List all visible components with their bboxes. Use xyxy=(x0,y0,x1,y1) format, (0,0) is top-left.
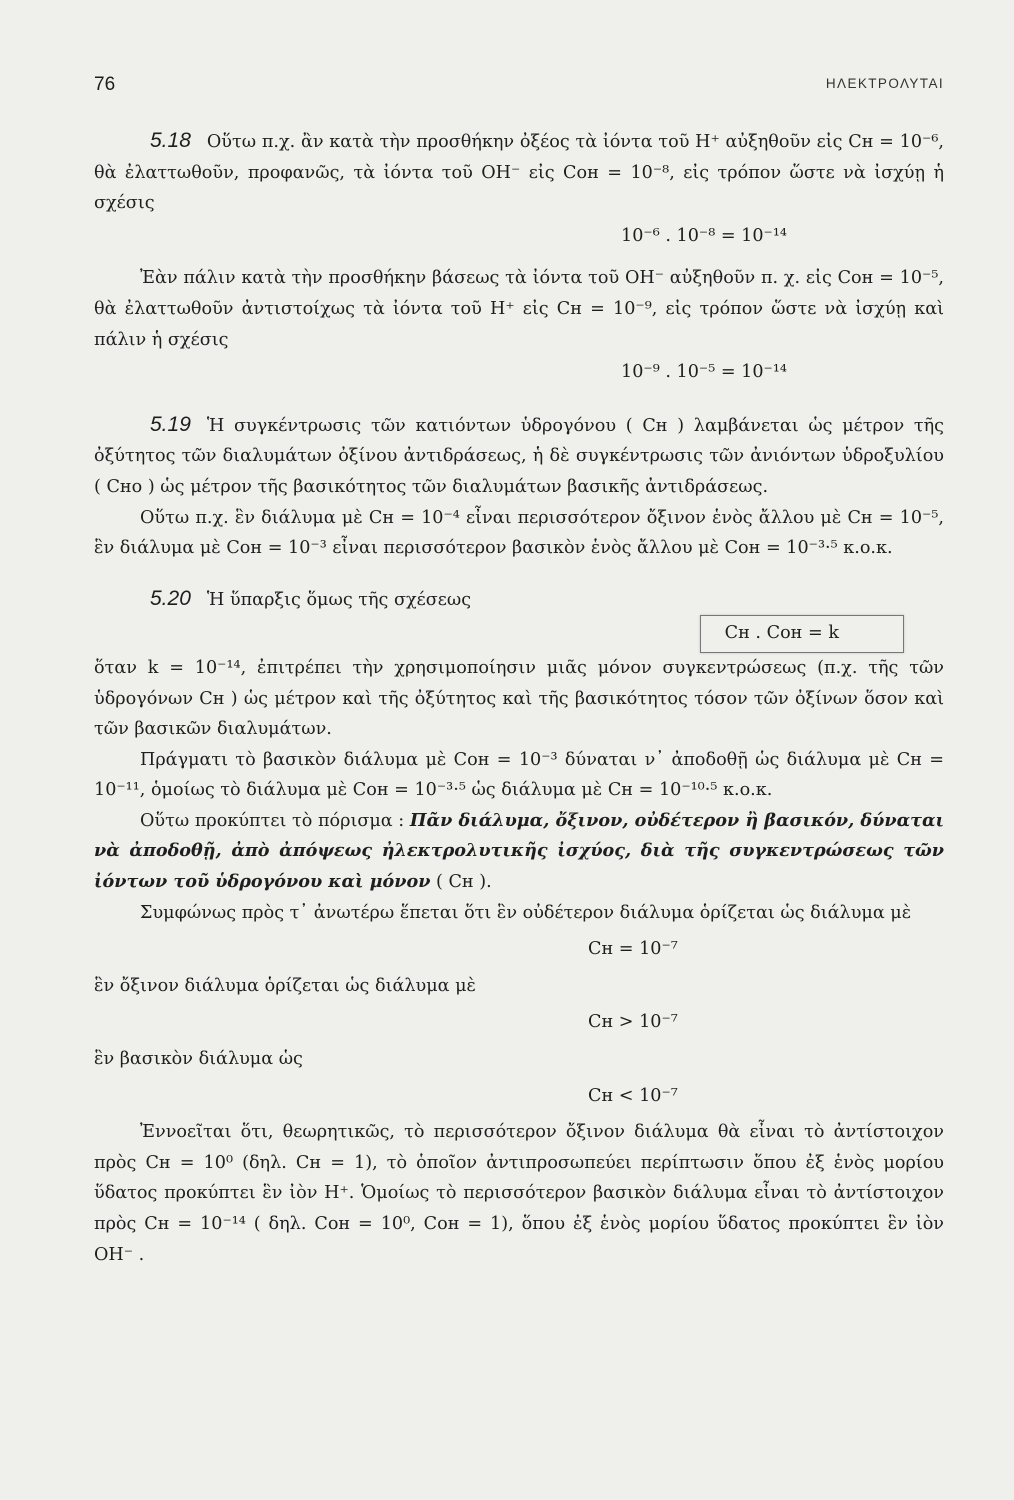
paragraph-5-20-text: Ἡ ὕπαρξις ὅμως τῆς σχέσεως xyxy=(206,589,472,610)
section-number-5-20: 5.20 xyxy=(150,586,191,610)
running-title: ΗΛΕΚΤΡΟΛΥΤΑΙ xyxy=(825,76,944,91)
equation-1: 10⁻⁶ . 10⁻⁸ = 10⁻¹⁴ xyxy=(621,225,787,246)
corollary-bold: Πᾶν διάλυμα, ὄξινον, οὐδέτερον ἢ βασικόν, δύναται νὰ ἀποδοθῇ, ἀπὸ ἀπόψεως ἠλεκτρολυτικῆς ἰσχύος, διὰ τῆς συγκεντρώσεως τῶν ἰόντων τοῦ ὑδρογόνου καὶ μόνον xyxy=(94,809,945,893)
equation-base: Cʜ < 10⁻⁷ xyxy=(588,1085,678,1106)
equation-neutral: Cʜ = 10⁻⁷ xyxy=(588,939,678,960)
paragraph-5-20 xyxy=(94,584,944,616)
paragraph-5-20-e: Συμφώνως πρὸς τ᾽ ἀνωτέρω ἕπεται ὅτι ἓν οὐδέτερον διάλυμα ὁρίζεται ὡς διάλυμα μὲ xyxy=(140,902,912,923)
paragraph-5-18-text: Οὕτω π.χ. ἂν κατὰ τὴν προσθήκην ὀξέος τὰ ἰόντα τοῦ H⁺ αὐξηθοῦν εἰς Cʜ = 10⁻⁶, θὰ ἐλαττωθοῦν, προφανῶς, τὰ ἰόντα τοῦ OH⁻ εἰς Cᴏʜ = 10⁻⁸, εἰς τρόπον ὥστε νὰ ἰσχύῃ ἡ σχέσις xyxy=(94,132,944,214)
corollary-intro: Οὕτω προκύπτει τὸ πόρισμα : xyxy=(140,810,405,831)
equation-2: 10⁻⁹ . 10⁻⁵ = 10⁻¹⁴ xyxy=(621,362,787,383)
boxed-equation-row xyxy=(94,615,944,653)
paragraph-5-20-c: Πράγματι τὸ βασικὸν διάλυμα μὲ Cᴏʜ = 10⁻³ δύναται ν᾽ ἀποδοθῇ ὡς διάλυμα μὲ Cʜ = 10⁻¹¹, ὁμοίως τὸ διάλυμα μὲ Cᴏʜ = 10⁻³·⁵ ὡς διάλυμα μὲ Cʜ = 10⁻¹⁰·⁵ κ.ο.κ. xyxy=(94,749,944,801)
boxed-equation: Cʜ . Cᴏʜ = k xyxy=(700,615,904,653)
page-number: 76 xyxy=(94,74,116,95)
page-body xyxy=(94,126,944,1270)
paragraph-5-20-b: ὅταν k = 10⁻¹⁴, ἐπιτρέπει τὴν χρησιμοποίησιν μιᾶς μόνον συγκεντρώσεως (π.χ. τῆς τῶν ὑδρογόνων Cʜ ) ὡς μέτρον καὶ τῆς ὀξύτητος καὶ τῆς βασικότητος τόσον τῶν ὀξίνων ὅσον καὶ τῶν βασικῶν διαλυμάτων. xyxy=(94,657,944,740)
paragraph-5-19 xyxy=(94,410,944,503)
paragraph-5-19-b: Οὕτω π.χ. ἓν διάλυμα μὲ Cʜ = 10⁻⁴ εἶναι περισσότερον ὄξινον ἑνὸς ἄλλου μὲ Cʜ = 10⁻⁵, ἓν διάλυμα μὲ Cᴏʜ = 10⁻³ εἶναι περισσότερον βασικὸν ἑνὸς ἄλλου μὲ Cᴏʜ = 10⁻³·⁵ κ.ο.κ. xyxy=(94,507,944,559)
paragraph-5-19-text: Ἡ συγκέντρωσις τῶν κατιόντων ὑδρογόνου ( Cʜ ) λαμβάνεται ὡς μέτρον τῆς ὀξύτητος τῶν διαλυμάτων ὀξίνου ἀντιδράσεως, ἡ δὲ συγκέντρωσις τῶν ἀνιόντων ὑδροξυλίου ( Cʜᴏ ) ὡς μέτρον τῆς βασικότητος τῶν διαλυμάτων βασικῆς ἀντιδράσεως. xyxy=(94,415,944,497)
section-number-5-19: 5.19 xyxy=(150,412,191,436)
page-header xyxy=(94,74,944,100)
paragraph-5-18-b: Ἐὰν πάλιν κατὰ τὴν προσθήκην βάσεως τὰ ἰόντα τοῦ OH⁻ αὐξηθοῦν π. χ. εἰς Cᴏʜ = 10⁻⁵, θὰ ἐλαττωθοῦν ἀντιστοίχως τὰ ἰόντα τοῦ H⁺ εἰς Cʜ = 10⁻⁹, εἰς τρόπον ὥστε νὰ ἰσχύῃ καὶ πάλιν ἡ σχέσις xyxy=(94,268,944,350)
paragraph-base: ἓν βασικὸν διάλυμα ὡς xyxy=(94,1049,303,1070)
paragraph-5-20-f: Ἐννοεῖται ὅτι, θεωρητικῶς, τὸ περισσότερον ὄξινον διάλυμα θὰ εἶναι τὸ ἀντίστοιχον πρὸς Cʜ = 10⁰ (δηλ. Cʜ = 1), τὸ ὁποῖον ἀντιπροσωπεύει περίπτωσιν ὅπου ἐξ ἑνὸς μορίου ὕδατος προκύπτει ἓν ἰὸν H⁺. Ὁμοίως τὸ περισσότερον βασικὸν διάλυμα εἶναι τὸ ἀντίστοιχον πρὸς Cʜ = 10⁻¹⁴ ( δηλ. Cᴏʜ = 10⁰, Cᴏʜ = 1), ὅπου ἐξ ἑνὸς μορίου ὕδατος προκύπτει ἓν ἰὸν OH⁻ . xyxy=(94,1122,944,1265)
paragraph-5-18 xyxy=(94,126,944,219)
equation-acid: Cʜ > 10⁻⁷ xyxy=(588,1012,678,1033)
corollary-end: ( Cʜ ). xyxy=(436,872,492,893)
paragraph-acid: ἓν ὄξινον διάλυμα ὁρίζεται ὡς διάλυμα μὲ xyxy=(94,975,476,996)
paragraph-5-20-d xyxy=(94,806,944,898)
section-number-5-18: 5.18 xyxy=(150,129,191,152)
